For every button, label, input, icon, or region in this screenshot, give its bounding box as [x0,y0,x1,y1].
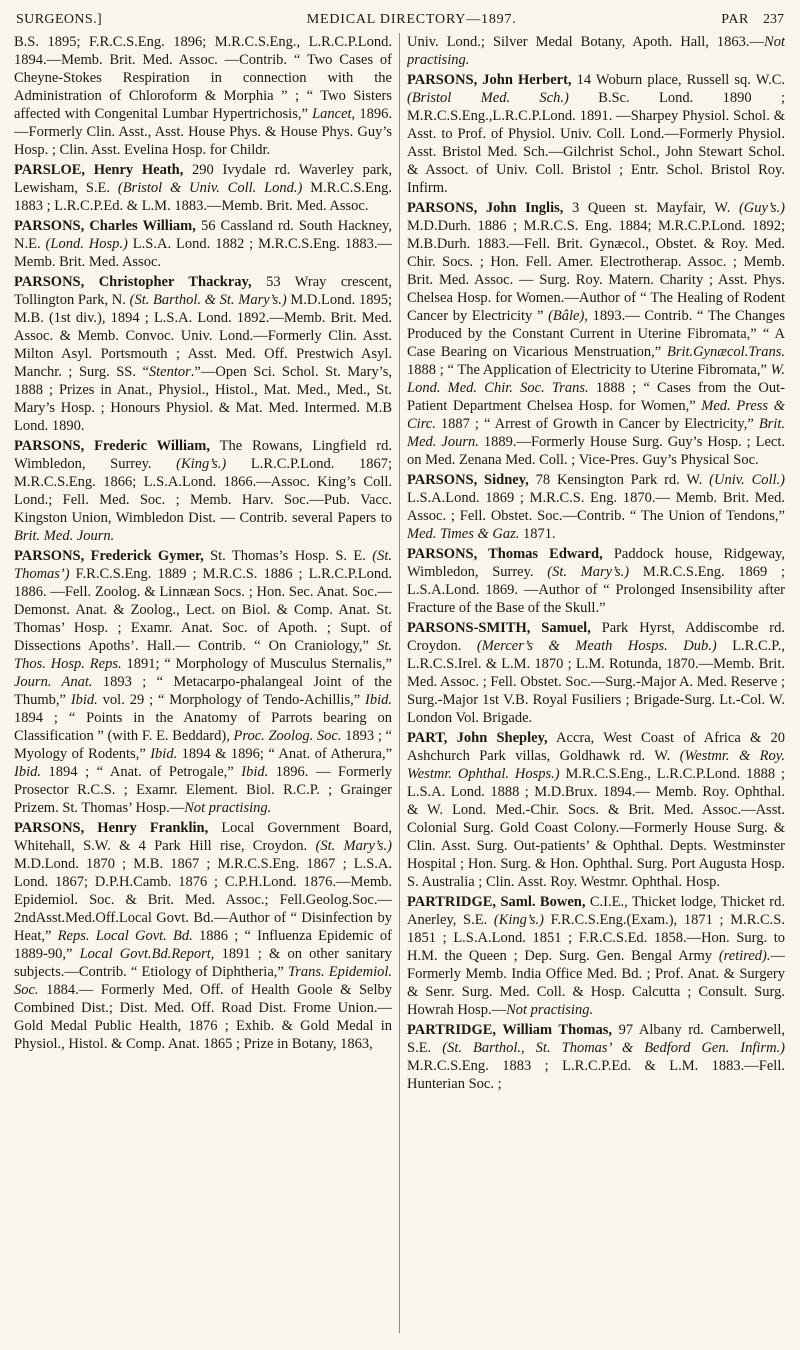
page-number: 237 [762,12,784,27]
entry-text: Park Hyrst, Addiscombe rd. Croydon. [407,620,785,654]
entry-text: Paddock house, Ridgeway, Wimbledon, Surrey. [407,546,785,580]
entry-italic-text: Ibid. [365,692,392,708]
entry-text: 1888 ; “ Cases from the Out-Patient Department Chelsea Hosp. for Women,” [407,380,785,414]
entry-text: The Rowans, Lingfield rd. Wimbledon, Surrey. [14,438,392,472]
entry-text: 1893.— Contrib. “ The Changes Produced by the Constant Current in Uterine Fibromata,” “ A Case Bearing on Vicarious Menstruation,” [407,308,785,360]
entry-italic-text: W. Lond. Med. Chir. Soc. Trans. [407,362,785,396]
entry-italic-text: (St. Barthol. & St. Mary’s.) [129,292,287,308]
entry-text: M.R.C.S.Eng. 1869 ; L.S.A.Lond. 1869. —Author of “ Prolonged Insensibility after Fracture of the Base of the Skull.” [407,564,785,616]
page-body [14,33,786,1333]
folio-group [721,12,784,28]
entry-text: 1894 & 1896; “ Anat. of Atherura,” [177,746,392,762]
entry-italic-text: Brit.Gynæcol.Trans. [666,344,785,360]
entry-text: L.R.C.P., L.R.C.S.Irel. & L.M. 1870 ; L.M. Rotunda, 1870.—Memb. Brit. Med. Assoc. ; Fell. Obstet. Soc.—Surg.-Major A. Med. Reserve ; Surg.-Major 1st V.B. Royal Fusiliers ; Brigade-Surg. Lt.-Col. W. London Vol. Brigade. [407,638,785,726]
entry-name: PARSONS, Frederic William, [14,438,210,454]
entry-italic-text: Journ. Anat. [14,674,93,690]
entry-text: Local Government Board, Whitehall, S.W. & 4 Park Hill rise, Croydon. [14,820,392,854]
entry-italic-text: Ibid. [70,692,98,708]
directory-entry [14,217,392,271]
entry-italic-text: St. Thos. Hosp. Reps. [14,638,392,672]
entry-text: vol. 29 ; “ Morphology of Tendo-Achillis,” [97,692,366,708]
directory-entry-continuation [14,33,392,159]
entry-name: PARSONS, Frederick Gymer, [14,548,204,564]
entry-italic-text: (St. Mary’s.) [315,838,392,854]
entry-text: 1886 ; “ Influenza Epidemic of 1889-90,” [14,928,392,962]
entry-name: PART, John Shepley, [407,730,548,746]
directory-entry [407,619,785,727]
entry-text: L.S.A.Lond. 1869 ; M.R.C.S. Eng. 1870.— Memb. Brit. Med. Assoc. ; Fell. Obstet. Soc.—Contrib. “ The Union of Tendons,” [407,490,785,524]
entry-text: 1894 ; “ Anat. of Petrogale,” [40,764,242,780]
right-column [407,33,785,1333]
entry-text: L.R.C.P.Lond. 1867; M.R.C.S.Eng. 1866; L.S.A.Lond. 1866.—Assoc. King’s Coll. Lond.; Fell. Med. Soc. ; Memb. Harv. Soc.—Pub. Vacc. Kingston Union, Wimbledon Dist. — Contrib. several Papers to [14,456,392,526]
entry-italic-text: (King’s.) [493,912,544,928]
entry-text: 1887 ; “ Arrest of Growth in Cancer by Electricity,” [435,416,759,432]
entry-text: M.R.C.S.Eng. 1883 ; L.R.C.P.Ed. & L.M. 1883.—Memb. Brit. Med. Assoc. [14,180,392,214]
entry-italic-text: Brit. Med. Journ. [407,416,785,450]
directory-entry [14,437,392,545]
entry-italic-text: Lancet, [312,106,356,122]
running-head [14,10,786,33]
entry-italic-text: Med. Times & Gaz. [407,526,520,542]
entry-italic-text: Ibid. [241,764,269,780]
entry-name: PARTRIDGE, Saml. Bowen, [407,894,586,910]
entry-name: PARSONS, John Herbert, [407,72,572,88]
entry-italic-text: Proc. Zoolog. Soc. [233,728,342,744]
entry-italic-text: (Bâle), [548,308,588,324]
left-column [14,33,392,1333]
directory-entry [407,1021,785,1093]
entry-text: 1884.— Formerly Med. Off. of Health Goole & Selby Combined Dist.; Dist. Med. Off. Road Dist. Frome Union.—Gold Medal Public Health, 1876 ; Exhib. & Gold Medal in Physiol., Histol. & Comp. Anat. 1865 ; Prize in Botany, 1863, [14,982,392,1052]
entry-text: 78 Kensington Park rd. W. [528,472,710,488]
directory-entry [407,893,785,1019]
entry-text: 14 Woburn place, Russell sq. W.C. [571,72,785,88]
entry-italic-text: Ibid. [14,764,41,780]
entry-text: 1894 ; “ Points in the Anatomy of Parrots bearing on Classification ” (with F. E. Beddard), [14,710,392,744]
entry-text: 1896.—Formerly Clin. Asst., Asst. House Phys. & House Phys. Guy’s Hosp. ; Clin. Asst. Evelina Hosp. for Childr. [14,106,392,158]
entry-text: 56 Cassland rd. South Hackney, N.E. [14,218,392,252]
entry-italic-text: Not practising. [407,34,785,68]
directory-entry [407,729,785,891]
entry-name: PARSONS, Thomas Edward, [407,546,603,562]
entry-text: 1889.—Formerly House Surg. Guy’s Hosp. ; Lect. on Med. Zenana Med. Coll. ; Vice-Pres. Guy’s Physical Soc. [407,434,785,468]
entry-italic-text: (retired). [718,948,771,964]
entry-name: PARSONS, Christopher Thackray, [14,274,252,290]
entry-italic-text: (Guy’s.) [738,200,785,216]
entry-text: B.Sc. Lond. 1890 ; M.R.C.S.Eng.,L.R.C.P.Lond. 1891. —Sharpey Physiol. Schol. & Asst. to Prof. of Physiol. Univ. Coll. Lond.—Formerly Physiol. Asst. Bristol Med. Sch.—Gilchrist Schol., John Stewart Schol. & Assoct. of Univ. Coll. Bristol ; Entr. Schol. Bristol Roy. Infirm. [407,90,785,196]
directory-entry [14,273,392,435]
entry-text: M.D.Lond. 1870 ; M.B. 1867 ; M.R.C.S.Eng. 1867 ; L.S.A. Lond. 1867; D.P.H.Camb. 1876 ; C.P.H.Lond. 1876.—Memb. Epidemiol. Soc. & Brit. Med. Assoc.; Fell.Geolog.Soc.—2ndAsst.Med.Off.Local Govt. Bd.—Author of “ Disinfection by Heat,” [14,856,392,944]
entry-italic-text: (Bristol Med. Sch.) [407,90,569,106]
section-label: SURGEONS.] [16,12,103,27]
guide-word: PAR [721,12,749,27]
entry-italic-text: (Bristol & Univ. Coll. Lond.) [117,180,303,196]
entry-text: .”—Open Sci. Schol. St. Mary’s, 1888 ; Prizes in Anat., Physiol., Histol., Mat. Med., Med., St. Mary’s Hosp. ; Honours Physiol. & Mat. Med. Intermed. M.B Lond. 1890. [14,364,392,434]
entry-text: Univ. Lond.; Silver Medal Botany, Apoth. Hall, 1863.— [407,34,765,50]
entry-text: C.I.E., Thicket lodge, Thicket rd. Anerley, S.E. [407,894,785,928]
directory-entry [407,471,785,543]
entry-text: St. Thomas’s Hosp. S. E. [203,548,373,564]
entry-name: PARSONS, Henry Franklin, [14,820,209,836]
entry-text: 290 Ivydale rd. Waverley park, Lewisham, S.E. [14,162,392,196]
entry-italic-text: Trans. Epidemiol. Soc. [14,964,392,998]
entry-text: 1888 ; “ The Application of Electricity to Uterine Fibromata,” [407,362,771,378]
entry-name: PARSONS, Sidney, [407,472,529,488]
entry-italic-text: (Univ. Coll.) [709,472,785,488]
entry-italic-text: Ibid. [150,746,178,762]
entry-italic-text: (Mercer’s & Meath Hosps. Dub.) [476,638,717,654]
entry-text: 97 Albany rd. Camberwell, S.E. [407,1022,785,1056]
entry-name: PARSONS-SMITH, Samuel, [407,620,591,636]
entry-text: 1896. — Formerly Prosector R.C.S. ; Examr. Element. Biol. R.C.P. ; Grainger Prizem. St. Thomas’ Hosp.— [14,764,392,816]
entry-italic-text: Med. Press & Circ. [407,398,785,432]
entry-italic-text: Not practising. [506,1002,594,1018]
entry-text: 53 Wray crescent, Tollington Park, N. [14,274,392,308]
entry-italic-text: (St. Barthol., St. Thomas’ & Bedford Gen. Infirm.) [442,1040,785,1056]
directory-entry [407,545,785,617]
entry-italic-text: (St. Mary’s.) [547,564,630,580]
entry-italic-text: Local Govt.Bd.Report, [79,946,215,962]
directory-entry [14,819,392,1053]
entry-text: F.R.C.S.Eng.(Exam.), 1871 ; M.R.C.S. 1851 ; L.S.A.Lond. 1851 ; F.R.C.S.Ed. 1858.—Hon. Surg. to H.M. the Queen ; Dep. Surg. Gen. Bengal Army [407,912,785,964]
entry-italic-text: (St. Thomas’) [14,548,392,582]
entry-text: M.D.Durh. 1886 ; M.R.C.S. Eng. 1884; M.R.C.P.Lond. 1892; M.B.Durh. 1883.—Fell. Brit. Gynæcol., Obstet. & Roy. Med. Chir. Socs. ; Hon. Fell. Amer. Electrotherap. Assoc. ; Memb. Brit. Med. Assoc. — Surg. Roy. Matern. Charity ; Asst. Phys. Chelsea Hosp. for Women.—Author of “ The Healing of Rodent Cancer by Electricity ” [407,218,785,324]
entry-text: M.D.Lond. 1895; M.B. (1st div.), 1894 ; L.S.A. Lond. 1892.—Memb. Brit. Med. Assoc. & Memb. Convoc. Univ. Lond.—Formerly Clin. Asst. Milton Asyl. Portsmouth ; Asst. Med. Off. Prestwich Asyl. Manchr. ; Surg. SS. “ [14,292,392,380]
entry-name: PARSONS, Charles William, [14,218,196,234]
column-divider [399,33,400,1333]
entry-name: PARSONS, John Inglis, [407,200,564,216]
directory-entry [14,161,392,215]
entry-text: 1893 ; “ Metacarpo-phalangeal Joint of the Thumb,” [14,674,392,708]
entry-text: F.R.C.S.Eng. 1889 ; M.R.C.S. 1886 ; L.R.C.P.Lond. 1886. —Fell. Zoolog. & Linnæan Socs. ; Hon. Sec. Anat. Soc.— Demonst. Anat. & Zoolog., Lect. on Biol. & Comp. Anat. St. Thomas’ Hosp. ; Examr. Anat. Soc. of Apoth. ; Supt. of Dissections Apoths’. Hall.— Contrib. “ On Craniology,” [14,566,392,654]
entry-text: M.R.C.S.Eng. 1883 ; L.R.C.P.Ed. & L.M. 1883.—Fell. Hunterian Soc. ; [407,1058,785,1092]
entry-text: 1891 ; & on other sanitary subjects.—Contrib. “ Etiology of Diphtheria,” [14,946,392,980]
entry-text: B.S. 1895; F.R.C.S.Eng. 1896; M.R.C.S.Eng., L.R.C.P.Lond. 1894.—Memb. Brit. Med. Assoc. —Contrib. “ Two Cases of Cheyne-Stokes Respiration in connection with the Administration of Chloroform & Morphia ” ; “ Two Sisters affected with Congenital Lumbar Hypertrichosis,” [14,34,392,122]
directory-entry [407,71,785,197]
entry-text: —Formerly Memb. India Office Med. Bd. ; Prof. Anat. & Surgery & Senr. Surg. Med. Coll. & Hosp. Calcutta ; Consult. Surg. Howrah Hosp.— [407,948,785,1018]
directory-entry [407,199,785,469]
entry-italic-text: (Westmr. & Roy. Westmr. Ophthal. Hosps.) [407,748,785,782]
entry-text: 1871. [519,526,556,542]
directory-entry [14,547,392,817]
entry-italic-text: (Lond. Hosp.) [45,236,128,252]
entry-text: 3 Queen st. Mayfair, W. [563,200,739,216]
entry-text: 1893 ; “ Myology of Rodents,” [14,728,392,762]
entry-text: 1891; “ Morphology of Musculus Sternalis,” [121,656,392,672]
entry-text: L.S.A. Lond. 1882 ; M.R.C.S.Eng. 1883.—Memb. Brit. Med. Assoc. [14,236,392,270]
entry-italic-text: Brit. Med. Journ. [14,528,115,544]
entry-italic-text: Reps. Local Govt. Bd. [57,928,193,944]
page-title: MEDICAL DIRECTORY—1897. [306,12,517,27]
entry-text: M.R.C.S.Eng., L.R.C.P.Lond. 1888 ; L.S.A. Lond. 1888 ; M.D.Brux. 1894.— Memb. Roy. Ophthal. & W. Lond. Med.-Chir. Socs. & Brit. Med. Assoc.—Asst. Colonial Surg. Gold Coast Colony.—Formerly House Surg. & Clin. Asst. Surg. Out-patients’ & Ophthal. Depts. Westminster Hospital ; Hon. Surg. & Hon. Ophthal. Surg. Port Augusta Hosp. S. Australia ; Clin. Asst. Roy. Westmr. Ophthal. Hosp. [407,766,785,890]
entry-name: PARTRIDGE, William Thomas, [407,1022,612,1038]
entry-italic-text: (King’s.) [176,456,227,472]
entry-text: Accra, West Coast of Africa & 20 Ashchurch Park villas, Goldhawk rd. W. [407,730,785,764]
entry-name: PARSLOE, Henry Heath, [14,162,184,178]
directory-entry-continuation [407,33,785,69]
entry-italic-text: Not practising. [184,800,272,816]
entry-italic-text: Stentor [148,364,191,380]
